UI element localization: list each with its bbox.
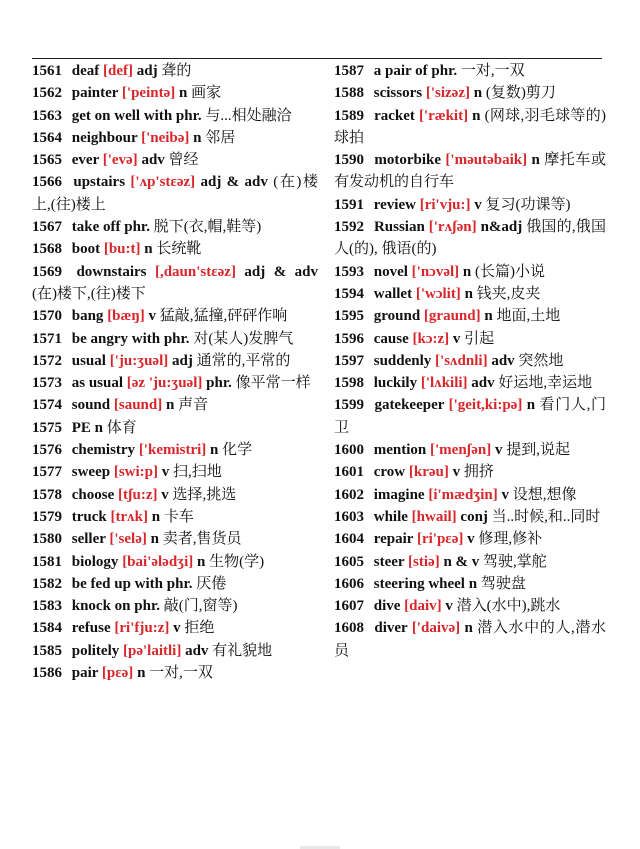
entry-number: 1576 [32,442,62,459]
entry-number: 1588 [334,85,364,102]
entry-word: as usual [71,375,124,392]
entry-pos: v [161,486,169,503]
entry-pos: n [94,419,104,436]
entry-pos: n [468,575,478,592]
vocab-entry [334,528,606,550]
entry-number: 1574 [32,397,62,414]
vocab-entry [32,350,318,372]
entry-number: 1561 [32,63,62,79]
entry-pos: v [467,531,475,548]
vocab-entry [32,640,318,662]
entry-number: 1573 [32,375,62,392]
entry-meaning: 潜入水中的人,潜水员 [334,620,606,659]
entry-word: while [373,508,408,525]
vocab-entry [334,595,606,617]
entry-pos: n [178,85,188,102]
entry-number: 1571 [32,330,62,347]
entry-pos: adj [136,63,158,79]
top-rule [32,58,602,59]
entry-meaning: 卖者,售货员 [162,531,242,548]
entry-meaning: (网球,羽毛球等的)球拍 [334,107,607,146]
entry-number: 1581 [32,553,62,570]
entry-phonetic: ['selə] [109,531,147,548]
entry-pos: adv [471,375,495,392]
entry-pos: n & v [443,553,480,570]
entry-pos: adv [491,352,515,369]
entry-word: a pair of [373,63,428,79]
entry-phonetic: [ri'vju:] [419,196,471,213]
entry-pos: v [445,598,453,615]
vocab-entry [334,82,606,104]
vocab-entry [32,238,318,260]
entry-meaning: 拒绝 [184,620,215,637]
entry-phonetic: [saund] [113,397,163,414]
entry-phonetic: ['məutəbaik] [445,152,528,169]
entry-number: 1605 [334,553,364,570]
entry-meaning: 当..时候,和..同时 [491,508,601,525]
vocab-entry [32,595,318,617]
entry-pos: v [148,308,156,325]
entry-number: 1608 [334,620,364,637]
entry-phonetic: [,daun'stεəz] [154,263,236,280]
entry-number: 1597 [334,352,364,369]
entry-number: 1595 [334,308,364,325]
entry-pos: adv [141,152,165,169]
vocab-entry [334,394,606,439]
entry-meaning: 一对,一双 [149,665,213,682]
entry-phonetic: ['sʌdnli] [435,352,488,369]
entry-phonetic: [hwail] [411,508,457,525]
vocab-entry [32,216,318,238]
entry-pos: n [137,665,146,682]
entry-number: 1587 [334,63,364,79]
entry-phonetic: [graund] [423,308,481,325]
entry-meaning: 看门人,门卫 [334,397,607,436]
entry-meaning: 突然地 [518,352,564,369]
entry-phonetic: ['daivə] [411,620,461,637]
entry-pos: adj & adv [200,174,268,191]
entry-meaning: 厌倦 [196,575,227,592]
entry-number: 1591 [334,196,364,213]
entry-meaning: 设想,想像 [512,486,577,503]
entry-word: steer [373,553,405,570]
vocab-entry [32,417,318,439]
entry-number: 1594 [334,285,364,302]
entry-pos: n [151,508,161,525]
entry-pos: n [150,531,159,548]
entry-number: 1585 [32,642,62,659]
entry-meaning: 潜入(水中),跳水 [456,598,561,615]
entry-word: pair [71,665,99,682]
entry-word: biology [71,553,119,570]
entry-word: Russian [373,219,425,236]
entry-meaning: 敲(门,窗等) [163,598,238,615]
entry-pos: phr. [124,219,150,236]
entry-meaning: 选择,挑选 [172,486,237,503]
entry-meaning: 修理,修补 [478,531,543,548]
entry-phonetic: ['ʌp'stεəz] [130,174,196,191]
entry-word: luckily [373,375,418,392]
entry-meaning: 提到,说起 [506,442,570,459]
entry-word: wallet [373,285,413,302]
entry-phonetic: [stiə] [408,553,440,570]
entry-word: usual [71,352,106,369]
entry-pos: n [193,129,202,146]
entry-phonetic: ['rækit] [418,107,469,124]
entry-number: 1564 [32,129,62,146]
vocab-entry [32,617,318,639]
vocab-entry [334,305,606,327]
vocab-entry [334,551,606,573]
entry-word: dive [373,598,401,615]
entry-number: 1590 [334,152,364,169]
entry-meaning: 邻居 [205,129,236,146]
entry-meaning: 聋的 [161,63,192,79]
entry-number: 1593 [334,263,364,280]
entry-phonetic: [krəu] [408,464,449,481]
entry-phonetic: [bæŋ] [107,308,145,325]
entry-pos: n [144,241,153,258]
entry-number: 1586 [32,665,62,682]
entry-meaning: 一对,一双 [460,63,525,79]
entry-word: be angry with [71,330,161,347]
entry-number: 1563 [32,107,62,124]
entry-meaning: 地面,土地 [496,308,561,325]
entry-word: get on well with [71,107,173,124]
entry-pos: phr. [431,63,458,79]
vocab-entry [334,149,606,194]
entry-meaning: 像平常一样 [235,375,311,392]
entry-word: scissors [373,85,423,102]
entry-meaning: 钱夹,皮夹 [476,285,541,302]
entry-pos: v [173,620,181,637]
entry-number: 1599 [334,397,364,414]
entry-pos: n [526,397,536,414]
entry-number: 1566 [32,174,62,191]
entry-phonetic: [i'mædʒin] [428,486,498,503]
entry-word: knock on [71,598,131,615]
entry-word: boot [71,241,101,258]
entry-number: 1568 [32,241,62,258]
entry-meaning: 卡车 [163,508,194,525]
vocab-entry [334,617,606,662]
entry-phonetic: ['nɔvəl] [411,263,460,280]
entry-word: repair [373,531,414,548]
vocab-entry [32,551,318,573]
entry-word: choose [71,486,115,503]
entry-phonetic: [ri'fju:z] [114,620,170,637]
entry-word: novel [373,263,408,280]
entry-word: racket [374,107,415,124]
entry-word: take off [71,219,121,236]
entry-pos: v [161,464,170,481]
entry-word: sound [71,397,111,414]
vocab-entry [334,194,606,216]
entry-phonetic: [trʌk] [110,508,148,525]
entry-word: imagine [373,486,425,503]
entry-word: suddenly [373,352,432,369]
entry-meaning: 好运地,幸运地 [498,375,593,392]
entry-pos: n [196,553,206,570]
entry-number: 1570 [32,308,62,325]
entry-word: sweep [71,464,111,481]
vocab-entry [32,573,318,595]
entry-phonetic: [əz 'ju:ʒuəl] [126,375,203,392]
entry-phonetic: ['geit,ki:pə] [448,397,523,414]
entry-number: 1584 [32,620,62,637]
entry-pos: v [474,196,482,213]
entry-pos: phr. [134,598,160,615]
entry-number: 1606 [334,575,364,592]
entry-pos: v [501,486,509,503]
entry-phonetic: ['rʌʃən] [428,219,477,236]
vocab-entry [334,328,606,350]
entry-number: 1577 [32,464,62,481]
entry-phonetic: ['sizəz] [425,85,470,102]
entry-meaning: 猛敲,猛撞,砰砰作响 [159,308,288,325]
entry-pos: phr. [163,330,190,347]
entry-word: painter [71,85,119,102]
vocab-entry [334,60,606,82]
entry-word: deaf [71,63,100,79]
vocab-entry [32,105,318,127]
entry-meaning: 通常的,平常的 [196,352,291,369]
entry-meaning: 长统靴 [156,241,202,258]
vocab-entry [334,105,606,150]
entry-number: 1562 [32,85,62,102]
entry-phonetic: ['lʌkili] [420,375,468,392]
entry-word: diver [374,620,408,637]
entry-meaning: 俄国的,俄国人(的), 俄语(的) [334,219,606,258]
vocab-entry [334,484,606,506]
vocab-entry [32,372,318,394]
entry-number: 1580 [32,531,62,548]
entry-number: 1565 [32,152,62,169]
vocab-entry [334,350,606,372]
entry-phonetic: ['evə] [102,152,138,169]
entry-pos: n [473,85,483,102]
entry-meaning: 曾经 [168,152,199,169]
entry-meaning: (长篇)小说 [475,263,545,280]
entry-word: mention [373,442,427,459]
entry-number: 1575 [32,419,62,436]
entry-phonetic: ['kemistri] [138,442,207,459]
entry-word: PE [71,419,91,436]
vocab-entry [32,171,318,216]
vocab-entry [334,439,606,461]
entry-meaning: 画家 [191,85,222,102]
vocab-entry [32,328,318,350]
vocab-entry [32,149,318,171]
entry-meaning: 有礼貌地 [212,642,273,659]
entry-meaning: 摩托车或有发动机的自行车 [334,152,607,191]
entry-phonetic: [bai'ələdʒi] [122,553,194,570]
vocab-entry [334,506,606,528]
entry-meaning: 驾驶,掌舵 [483,553,547,570]
entry-phonetic: [pə'laitli] [123,642,182,659]
entry-number: 1602 [334,486,364,503]
entry-number: 1604 [334,531,364,548]
entry-pos: adj [172,352,193,369]
entry-number: 1572 [32,352,62,369]
entry-pos: v [452,464,461,481]
entry-number: 1603 [334,508,364,525]
entry-word: be fed up with [71,575,164,592]
vocab-entry [32,528,318,550]
vocab-entry [32,439,318,461]
entry-number: 1607 [334,598,364,615]
entry-word: crow [373,464,406,481]
entry-phonetic: ['ju:ʒuəl] [109,352,169,369]
entry-pos: phr. [175,107,202,124]
entry-number: 1598 [334,375,364,392]
vocab-entry [32,506,318,528]
entry-word: ever [71,152,99,169]
vocab-entry [334,372,606,394]
entry-number: 1601 [334,464,364,481]
entry-meaning: (在)楼下,(往)楼下 [32,285,146,302]
entry-word: seller [71,531,106,548]
entry-number: 1569 [32,263,62,280]
entry-phonetic: [kɔ:z] [412,330,450,347]
entry-meaning: 引起 [464,330,495,347]
entry-word: gatekeeper [374,397,445,414]
vocab-entry [334,261,606,283]
entry-pos: n [210,442,219,459]
entry-pos: phr. [206,375,232,392]
entry-word: politely [71,642,120,659]
entry-word: bang [71,308,104,325]
vocab-entry [32,394,318,416]
vocab-entry [334,461,606,483]
entry-pos: adv [185,642,209,659]
entry-phonetic: ['menʃən] [430,442,492,459]
entry-pos: adj & adv [244,263,319,280]
left-column [32,60,318,684]
entry-number: 1578 [32,486,62,503]
entry-phonetic: [bu:t] [103,241,141,258]
entry-number: 1582 [32,575,62,592]
entry-pos: n [462,263,472,280]
entry-pos: n&adj [480,219,523,236]
vocab-entry [32,461,318,483]
entry-number: 1589 [334,107,364,124]
vocab-entry [32,127,318,149]
entry-pos: phr. [166,575,193,592]
entry-word: steering wheel [373,575,465,592]
entry-meaning: 脱下(衣,帽,鞋等) [153,219,262,236]
entry-pos: n [472,107,481,124]
entry-pos: n [484,308,493,325]
entry-word: review [373,196,416,213]
vocab-entry [32,261,318,306]
vocab-entry [32,305,318,327]
vocab-entry [32,60,318,82]
entry-pos: n [165,397,175,414]
entry-phonetic: [def] [103,63,133,79]
entry-phonetic: [ri'pεə] [416,531,464,548]
vocab-entry [334,573,606,595]
entry-number: 1600 [334,442,364,459]
vocab-entry [334,216,606,261]
vocab-entry [32,484,318,506]
entry-number: 1592 [334,219,364,236]
entry-number: 1596 [334,330,364,347]
entry-pos: n [464,285,473,302]
entry-pos: n [464,620,473,637]
vocab-entry [32,662,318,684]
entry-meaning: 对(某人)发脾气 [193,330,294,347]
entry-phonetic: ['neibə] [141,129,190,146]
vocab-entry [32,82,318,104]
entry-number: 1583 [32,598,62,615]
entry-word: neighbour [71,129,138,146]
entry-word: upstairs [73,174,126,191]
entry-pos: v [452,330,461,347]
entry-meaning: 声音 [178,397,209,414]
entry-phonetic: [pεə] [101,665,134,682]
entry-word: cause [373,330,409,347]
entry-pos: v [494,442,503,459]
entry-phonetic: [swi:p] [113,464,158,481]
entry-word: chemistry [71,442,136,459]
entry-meaning: 驾驶盘 [480,575,526,592]
entry-meaning: 体育 [106,419,137,436]
entry-meaning: (在)楼上,(往)楼上 [32,174,319,213]
entry-word: truck [71,508,107,525]
vocab-entry [334,283,606,305]
entry-meaning: 扫,扫地 [173,464,222,481]
entry-pos: n [531,152,540,169]
entry-phonetic: [daiv] [404,598,442,615]
entry-number: 1579 [32,508,62,525]
entry-word: ground [373,308,421,325]
entry-word: downstairs [76,263,147,280]
entry-meaning: 与...相处融洽 [205,107,292,124]
entry-pos: conj [460,508,488,525]
entry-word: refuse [71,620,111,637]
entry-word: motorbike [374,152,442,169]
entry-number: 1567 [32,219,62,236]
entry-meaning: (复数)剪刀 [485,85,556,102]
entry-phonetic: ['peintə] [121,85,176,102]
right-column [334,60,606,662]
entry-phonetic: ['wɔlit] [415,285,461,302]
entry-meaning: 复习(功课等) [485,196,571,213]
entry-phonetic: [tʃu:z] [118,486,158,503]
entry-meaning: 生物(学) [209,553,265,570]
entry-meaning: 化学 [222,442,253,459]
entry-meaning: 拥挤 [463,464,494,481]
